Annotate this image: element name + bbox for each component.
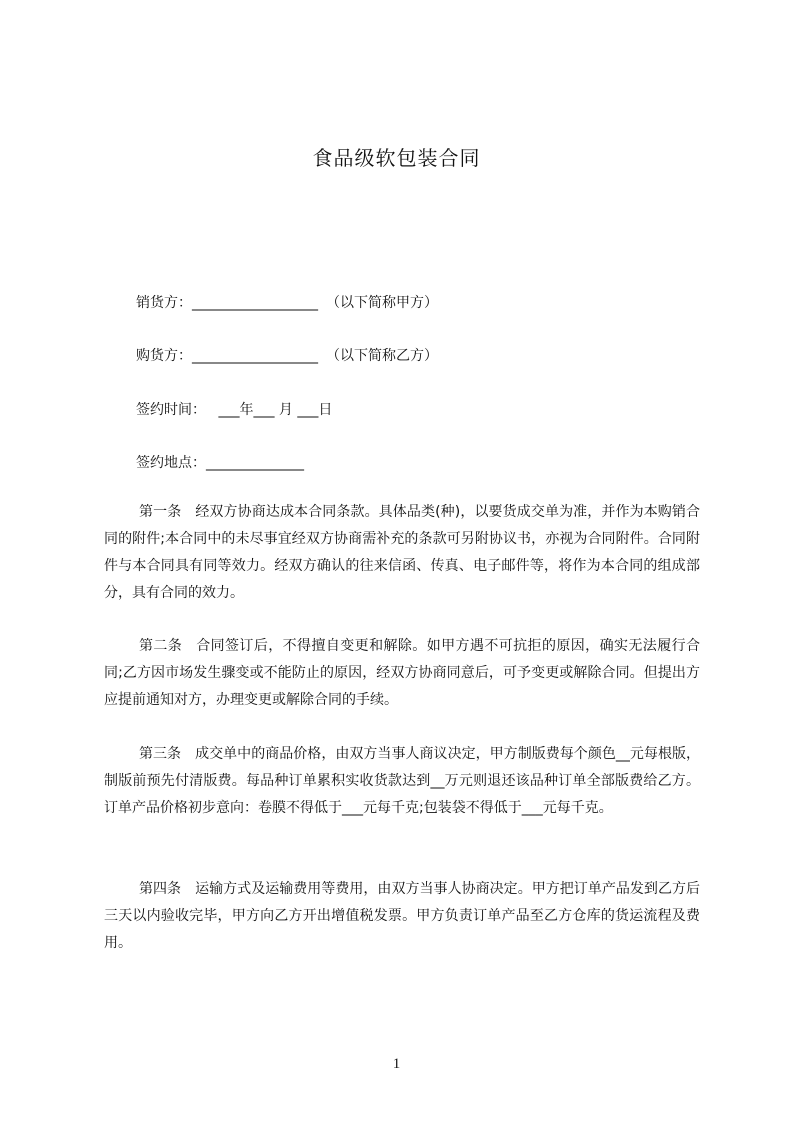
article-2 bbox=[104, 633, 700, 714]
sign-place-blank: ______________ bbox=[206, 455, 304, 471]
buyer-label: 购货方： bbox=[136, 348, 192, 364]
article-2-text: 合同签订后，不得擅自变更和解除。如甲方遇不可抗拒的原因，确实无法履行合同;乙方因市场发生骤变或不能防止的原因，经双方协商同意后，可予变更或解除合同。但提出方应提前通知对方，办理变更或解除合同的手续。 bbox=[104, 638, 701, 708]
page-number: 1 bbox=[392, 1056, 401, 1072]
article-3 bbox=[104, 741, 700, 822]
sign-place-field bbox=[136, 452, 304, 472]
document-title: 食品级软包装合同 bbox=[312, 146, 481, 170]
article-1-text: 经双方协商达成本合同条款。具体品类(种)，以要货成交单为准，并作为本购销合同的附件;本合同中的未尽事宜经双方协商需补充的条款可另附协议书，亦视为合同附件。合同附件与本合同具有同等效力。经双方确认的往来信函、传真、电子邮件等，将作为本合同的组成部分，具有合同的效力。 bbox=[104, 504, 701, 601]
sign-date-field bbox=[136, 399, 332, 419]
article-2-number: 第二条 bbox=[139, 638, 183, 654]
buyer-note: （以下简称乙方） bbox=[326, 348, 438, 364]
article-1-number: 第一条 bbox=[139, 504, 182, 520]
buyer-field bbox=[136, 345, 438, 365]
article-4-text: 运输方式及运输费用等费用，由双方当事人协商决定。甲方把订单产品发到乙方后三天以内验收完毕，甲方向乙方开出增值税发票。甲方负责订单产品至乙方仓库的货运流程及费用。 bbox=[104, 881, 701, 951]
article-1 bbox=[104, 499, 700, 607]
seller-label: 销货方： bbox=[136, 295, 192, 311]
article-3-number: 第三条 bbox=[139, 746, 182, 762]
seller-field bbox=[136, 292, 438, 312]
article-4-number: 第四条 bbox=[139, 881, 182, 897]
buyer-blank: __________________ bbox=[192, 348, 318, 364]
sign-place-label: 签约地点： bbox=[136, 455, 206, 471]
seller-note: （以下简称甲方） bbox=[326, 295, 438, 311]
article-4 bbox=[104, 876, 700, 957]
seller-blank: __________________ bbox=[192, 295, 318, 311]
article-3-text: 成交单中的商品价格，由双方当事人商议决定，甲方制版费每个颜色__元每根版，制版前预先付清版费。每品种订单累积实收货款达到__万元则退还该品种订单全部版费给乙方。订单产品价格初步意向：卷膜不得低于___元每千克;包装袋不得低于___元每千克。 bbox=[104, 746, 701, 816]
sign-date-value: ___年___ 月 ___日 bbox=[218, 402, 333, 418]
sign-date-label: 签约时间： bbox=[136, 402, 206, 418]
